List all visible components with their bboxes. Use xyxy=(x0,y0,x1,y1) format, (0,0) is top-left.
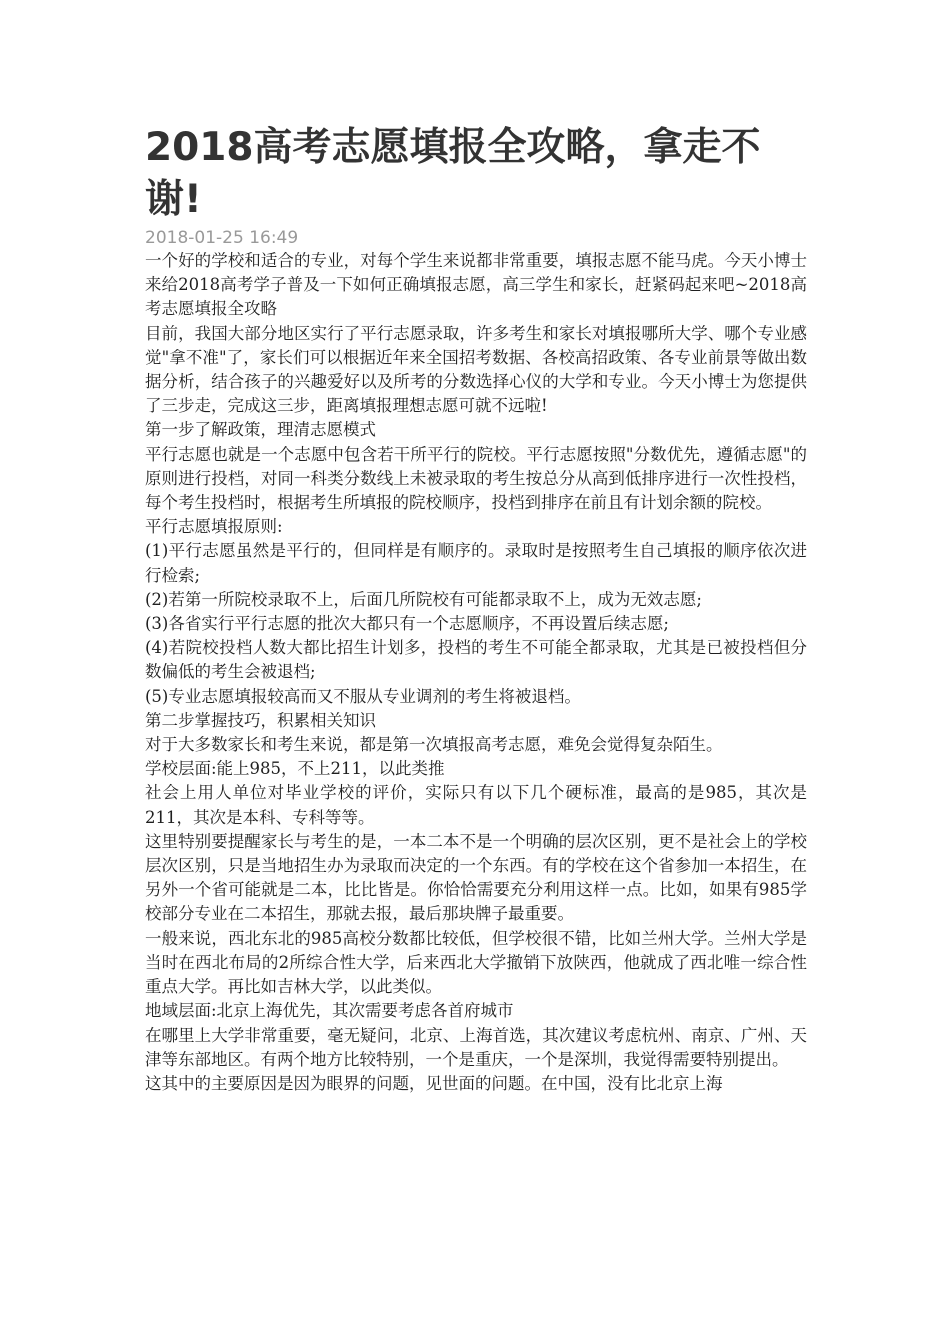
list-item: (2)若第一所院校录取不上，后面几所院校有可能都录取不上，成为无效志愿; xyxy=(145,589,702,609)
article xyxy=(145,122,807,1096)
section-heading: 第二步掌握技巧，积累相关知识 xyxy=(145,710,376,730)
list-item: (5)专业志愿填报较高而又不服从专业调剂的考生将被退档。 xyxy=(145,686,581,706)
publish-date: 2018-01-25 16:49 xyxy=(145,228,299,248)
section-heading: 第一步了解政策，理清志愿模式 xyxy=(145,420,376,440)
paragraph: 对于大多数家长和考生来说，都是第一次填报高考志愿，难免会觉得复杂陌生。 xyxy=(145,735,723,755)
paragraph: 这里特别要提醒家长与考生的是，一本二本不是一个明确的层次区别，更不是社会上的学校层次区别，只是当地招生办为录取而决定的一个东西。有的学校在这个省参加一本招生，在另外一个省可能就是二本，比比皆是。你恰恰需要充分利用这样一点。比如，如果有985学校部分专业在二本招生，那就去报，最后那块牌子最重要。 xyxy=(145,831,807,924)
paragraph: 学校层面:能上985，不上211，以此类推 xyxy=(145,759,445,779)
paragraph: 平行志愿也就是一个志愿中包含若干所平行的院校。平行志愿按照"分数优先，遵循志愿"的原则进行投档，对同一科类分数线上未被录取的考生按总分从高到低排序进行一次性投档，每个考生投档时，根据考生所填报的院校顺序，投档到排序在前且有计划余额的院校。 xyxy=(145,444,807,513)
list-item: (3)各省实行平行志愿的批次大都只有一个志愿顺序，不再设置后续志愿; xyxy=(145,614,669,634)
paragraph: 在哪里上大学非常重要，毫无疑问，北京、上海首选，其次建议考虑杭州、南京、广州、天津等东部地区。有两个地方比较特别，一个是重庆，一个是深圳，我觉得需要特别提出。 xyxy=(145,1025,807,1069)
article-title: 2018高考志愿填报全攻略，拿走不谢! xyxy=(145,125,761,222)
paragraph: 社会上用人单位对毕业学校的评价，实际只有以下几个硬标准，最高的是985，其次是211，其次是本科、专科等等。 xyxy=(145,783,807,827)
list-item: (1)平行志愿虽然是平行的，但同样是有顺序的。录取时是按照考生自己填报的顺序依次进行检索; xyxy=(145,541,807,585)
paragraph: 目前，我国大部分地区实行了平行志愿录取，许多考生和家长对填报哪所大学、哪个专业感觉"拿不准"了，家长们可以根据近年来全国招考数据、各校高招政策、各专业前景等做出数据分析，结合孩子的兴趣爱好以及所考的分数选择心仪的大学和专业。今天小博士为您提供了三步走，完成这三步，距离填报理想志愿可就不远啦! xyxy=(145,323,807,416)
list-item: (4)若院校投档人数大都比招生计划多，投档的考生不可能全都录取，尤其是已被投档但分数偏低的考生会被退档; xyxy=(145,638,807,682)
paragraph: 地域层面:北京上海优先，其次需要考虑各首府城市 xyxy=(145,1001,514,1021)
article-body xyxy=(145,249,807,1096)
paragraph: 这其中的主要原因是因为眼界的问题，见世面的问题。在中国，没有比北京上海 xyxy=(145,1073,723,1093)
paragraph: 一般来说，西北东北的985高校分数都比较低，但学校很不错，比如兰州大学。兰州大学是当时在西北布局的2所综合性大学，后来西北大学撤销下放陕西，他就成了西北唯一综合性重点大学。再比如吉林大学，以此类似。 xyxy=(145,928,807,997)
paragraph: 一个好的学校和适合的专业，对每个学生来说都非常重要，填报志愿不能马虎。今天小博士来给2018高考学子普及一下如何正确填报志愿，高三学生和家长，赶紧码起来吧~2018高考志愿填报全攻略 xyxy=(145,251,807,319)
paragraph: 平行志愿填报原则: xyxy=(145,517,283,537)
